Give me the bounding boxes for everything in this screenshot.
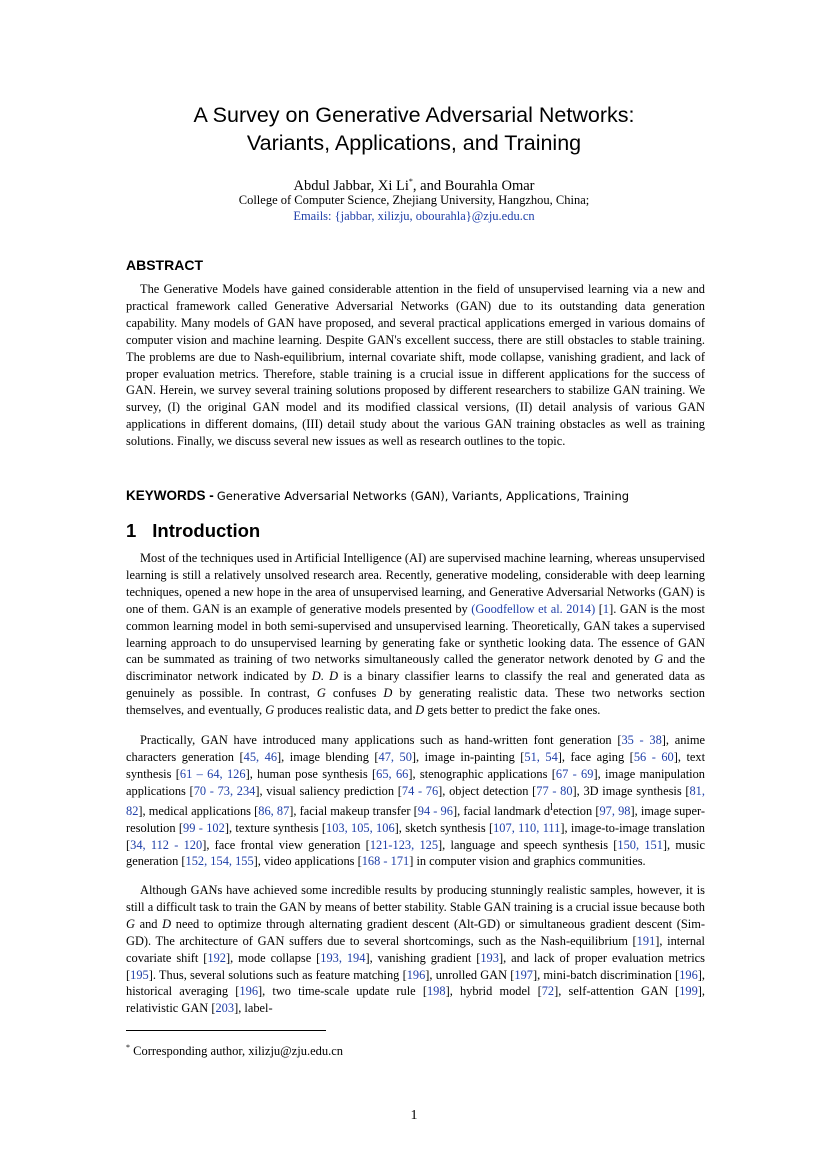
citation-link[interactable]: 86, 87 (258, 803, 290, 818)
paper-title (0, 101, 828, 157)
text-run: Practically, GAN have introduced many applications such as hand-written font generation [ (140, 733, 622, 747)
math-symbol: G (316, 686, 326, 701)
math-symbol: G (126, 916, 135, 931)
citation-link[interactable]: 150, 151 (617, 837, 663, 852)
superscript-artifact: l (550, 801, 553, 813)
section-title: Introduction (152, 520, 261, 541)
text-run: [ (595, 601, 603, 616)
citation-link[interactable]: 203 (215, 1001, 235, 1016)
text-run: ], and lack of proper evaluation metrics [ (126, 950, 705, 982)
math-symbol: D (329, 669, 339, 684)
citation-link[interactable]: 199 (679, 984, 698, 999)
text-run: ] in computer vision and graphics communities. (409, 854, 646, 869)
text-run: need to optimize through alternating gradient descent (Alt-GD) or simultaneous gradient descent (Sim-GD). The architecture of GAN suffers due to several shortcomings, such as the Nash-equilibrium [ (126, 916, 705, 948)
title-line-1: A Survey on Generative Adversarial Networks: (193, 103, 635, 127)
authors-part-2: , and Bourahla Omar (412, 177, 535, 194)
text-run: ], mini-batch discrimination [ (532, 967, 680, 982)
text-run: is a binary classifier learns to classify the real and generated data as genuinely as possible. In contrast, (126, 669, 705, 701)
corresponding-mark: * (408, 177, 413, 186)
affiliation: College of Computer Science, Zhejiang University, Hangzhou, China; (238, 193, 590, 207)
citation-link[interactable]: 70 - 73, 234 (193, 783, 256, 798)
text-run: ], face aging [ (557, 749, 634, 764)
math-symbol: D (415, 703, 425, 718)
text-run: ], image in-painting [ (411, 749, 525, 764)
text-run: ], image super-resolution [ (126, 803, 705, 835)
citation-link[interactable]: 45, 46 (243, 749, 278, 764)
citation-link[interactable]: 195 (130, 967, 149, 982)
text-run: etection [ (552, 803, 600, 818)
text-run: ], image-to-image translation [ (126, 820, 705, 852)
citation-link[interactable]: 196 (239, 984, 259, 999)
intro-paragraph-2 (126, 732, 705, 870)
footnote-text: Corresponding author, xilizju@zju.edu.cn (130, 1044, 344, 1059)
text-run: Although GANs have achieved some incredible results by producing stunningly realistic samples, however, it is still a difficult task to train the GAN by means of better stability. Stable GAN training is a crucial issue because both (126, 883, 705, 914)
citation-link[interactable]: 81, 82 (126, 783, 705, 818)
text-run: ], human pose synthesis [ (245, 766, 377, 781)
text-run: ], video applications [ (253, 854, 362, 869)
author-emails[interactable]: Emails: {jabbar, xilizju, obourahla}@zju.edu.cn (293, 209, 535, 223)
citation-link[interactable]: 94 - 96 (417, 803, 453, 818)
text-run: ], texture synthesis [ (224, 820, 327, 835)
text-run: ], relativistic GAN [ (126, 984, 706, 1016)
citation-link[interactable]: (Goodfellow et al. 2014) (471, 601, 596, 616)
intro-paragraph-1 (126, 550, 705, 719)
text-run: ], vanishing gradient [ (365, 950, 481, 965)
citation-link[interactable]: 198 (426, 984, 446, 999)
citation-link[interactable]: 152, 154, 155 (185, 854, 254, 869)
text-run: and the discriminator network indicated by (126, 652, 705, 684)
citation-link[interactable]: 1 (602, 601, 610, 616)
text-run: ], anime characters generation [ (126, 733, 706, 764)
text-run: ], self-attention GAN [ (554, 984, 680, 999)
citation-link[interactable]: 72 (541, 984, 555, 999)
citation-link[interactable]: 56 - 60 (633, 749, 674, 764)
text-run: ], 3D image synthesis [ (572, 783, 690, 798)
text-run: . (320, 669, 330, 684)
page-number: 1 (410, 1108, 418, 1123)
section-number: 1 (126, 520, 137, 541)
text-run: ], medical applications [ (138, 803, 259, 818)
citation-link[interactable]: 121-123, 125 (369, 837, 439, 852)
citation-link[interactable]: 197 (514, 967, 533, 982)
text-run: ], object detection [ (438, 783, 537, 798)
keywords (126, 488, 629, 504)
footnote-mark: * (126, 1043, 130, 1052)
authors-part-1: Abdul Jabbar, Xi Li (293, 177, 409, 194)
intro-paragraph-3 (126, 882, 705, 1017)
citation-link[interactable]: 61 – 64, 126 (179, 766, 246, 781)
citation-link[interactable]: 74 - 76 (401, 783, 439, 798)
abstract-heading: ABSTRACT (126, 257, 203, 273)
text-run: ], image manipulation applications [ (126, 766, 705, 798)
citation-link[interactable]: 193 (480, 950, 499, 965)
title-line-2: Variants, Applications, and Training (246, 131, 582, 155)
text-run: ], label- (234, 1001, 273, 1016)
text-run: ], music generation [ (126, 837, 705, 869)
abstract-paragraph: The Generative Models have gained considerable attention in the field of unsupervised learning via a new and practical framework called Generative Adversarial Networks (GAN) due to its outstanding data generation capability. Many models of GAN have proposed, and several practical applications emerged in various domains of computer vision and machine learning. Despite GAN's excellent success, there are still obstacles to stable training. The problems are due to Nash-equilibrium, internal covariate shift, mode collapse, vanishing gradient, and lack of proper evaluation metrics. Therefore, stable training is a crucial issue in different applications for the success of GAN. Herein, we survey several training solutions proposed by different researchers to stabilize GAN training. We survey, (I) the original GAN model and its modified classical versions, (II) detail analysis of various GAN applications in different domains, (III) detail study about the various GAN training obstacles as well as training solutions. Finally, we discuss several new issues as well as research outlines to the topic. (126, 282, 705, 449)
text-run: ], historical averaging [ (126, 967, 706, 999)
citation-link[interactable]: 196 (406, 967, 426, 982)
text-run: ], language and speech synthesis [ (438, 837, 618, 852)
keywords-label: KEYWORDS - (126, 488, 214, 503)
citation-link[interactable]: 77 - 80 (536, 783, 573, 798)
citation-link[interactable]: 107, 110, 111 (493, 820, 561, 835)
citation-link[interactable]: 191 (636, 933, 656, 948)
text-run: and (134, 916, 163, 931)
text-run: ], image blending [ (277, 749, 379, 764)
text-run: Most of the techniques used in Artificial Intelligence (AI) are supervised machine learning, whereas unsupervised learning is still a relatively unsolved research area. Recently, generative modeling, considerable with deep learning techniques, opened a new hope in the area of unsupervised learning, and Generative Adversarial Networks (GAN) is one of them. GAN is an example of generative models presented by (126, 551, 705, 616)
text-run: ], internal covariate shift [ (126, 933, 705, 965)
text-run: by generating realistic data. These two networks section themselves, and eventually, (126, 686, 705, 718)
citation-link[interactable]: 196 (679, 967, 698, 982)
citation-link[interactable]: 193, 194 (320, 950, 366, 965)
text-run: ], text synthesis [ (126, 749, 706, 781)
text-run: ], sketch synthesis [ (394, 820, 494, 835)
citation-link[interactable]: 35 - 38 (621, 733, 662, 747)
text-run: ], face frontal view generation [ (202, 837, 370, 852)
citation-link[interactable]: 47, 50 (378, 749, 412, 764)
citation-link[interactable]: 192 (207, 950, 226, 965)
text-run: ], mode collapse [ (226, 950, 321, 965)
math-symbol: G (265, 703, 275, 718)
citation-link[interactable]: 34, 112 - 120 (130, 837, 203, 852)
citation-link[interactable]: 51, 54 (524, 749, 558, 764)
text-run: ], unrolled GAN [ (425, 967, 515, 982)
citation-link[interactable]: 103, 105, 106 (326, 820, 395, 835)
footnote (126, 1040, 343, 1059)
text-run: ], two time-scale update rule [ (258, 984, 427, 999)
text-run: ]. GAN is the most common learning model in both semi-supervised and unsupervised learning. Theoretically, GAN takes a supervised learning approach to do unsupervised learning by generating fake or synthetic looking data. The essence of GAN can be summated as training of two networks simultaneously called the generator network denoted by (126, 601, 705, 667)
text-run: gets better to predict the fake ones. (424, 703, 601, 718)
section-heading-introduction (126, 520, 260, 542)
text-run: ], facial makeup transfer [ (289, 803, 418, 818)
math-symbol: D (383, 686, 393, 701)
citation-link[interactable]: 97, 98 (599, 803, 631, 818)
citation-link[interactable]: 67 - 69 (555, 766, 594, 781)
citation-link[interactable]: 168 - 171 (361, 854, 410, 869)
citation-link[interactable]: 65, 66 (376, 766, 409, 781)
text-run: ], visual saliency prediction [ (255, 783, 402, 798)
keywords-text: Generative Adversarial Networks (GAN), Variants, Applications, Training (216, 489, 630, 503)
math-symbol: D (162, 916, 172, 931)
text-run: confuses (325, 686, 384, 701)
text-run: ], stenographic applications [ (408, 766, 556, 781)
text-run: ], hybrid model [ (445, 984, 542, 999)
math-symbol: D (311, 669, 321, 684)
text-run: ], facial landmark d (452, 803, 551, 818)
citation-link[interactable]: 99 - 102 (183, 820, 225, 835)
footnote-divider (126, 1030, 326, 1031)
text-run: produces realistic data, and (274, 703, 416, 718)
text-run: ]. Thus, several solutions such as feature matching [ (148, 967, 407, 982)
math-symbol: G (654, 652, 664, 667)
